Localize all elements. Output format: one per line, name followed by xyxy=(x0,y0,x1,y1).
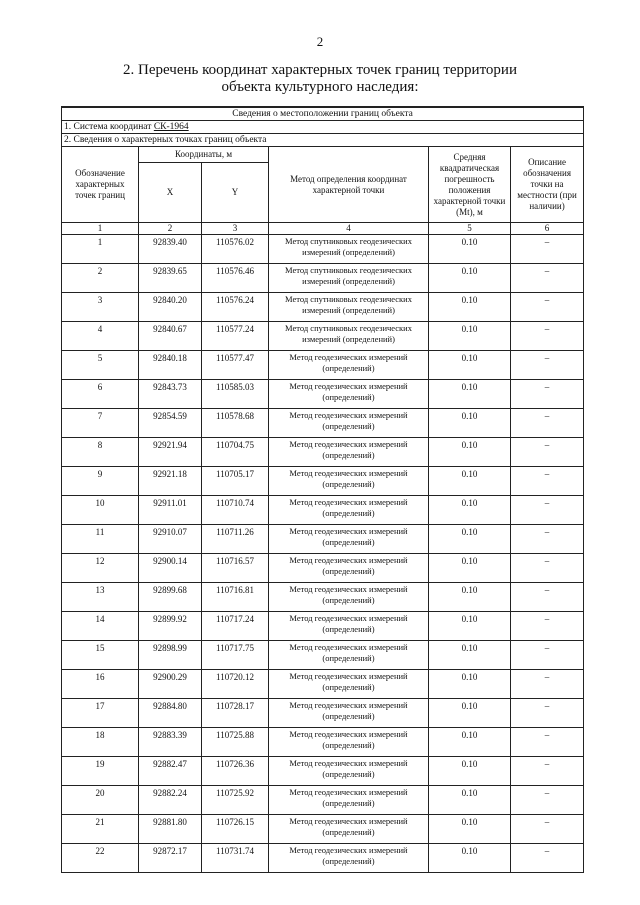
coord-y: 110705.17 xyxy=(202,467,269,496)
accuracy: 0.10 xyxy=(429,438,511,467)
table-row xyxy=(62,525,584,554)
table-row xyxy=(62,583,584,612)
method: Метод спутниковых геодезических измерений (определений) xyxy=(269,293,429,322)
coord-system-cell xyxy=(62,121,584,134)
coord-x: 92882.47 xyxy=(139,757,202,786)
coord-x: 92839.65 xyxy=(139,264,202,293)
point-number: 7 xyxy=(62,409,139,438)
description: – xyxy=(511,409,584,438)
point-number: 5 xyxy=(62,351,139,380)
description: – xyxy=(511,322,584,351)
method: Метод геодезических измерений (определений) xyxy=(269,670,429,699)
coord-x: 92910.07 xyxy=(139,525,202,554)
accuracy: 0.10 xyxy=(429,728,511,757)
method: Метод геодезических измерений (определений) xyxy=(269,699,429,728)
table-row xyxy=(62,641,584,670)
table-row xyxy=(62,438,584,467)
title-line-1: 2. Перечень координат характерных точек границ территории xyxy=(123,62,517,78)
point-number: 8 xyxy=(62,438,139,467)
table-row xyxy=(62,264,584,293)
table-row xyxy=(62,351,584,380)
description: – xyxy=(511,699,584,728)
coord-x: 92881.80 xyxy=(139,815,202,844)
coord-y: 110728.17 xyxy=(202,699,269,728)
coord-y: 110710.74 xyxy=(202,496,269,525)
point-number: 14 xyxy=(62,612,139,641)
page-number: 2 xyxy=(316,34,324,49)
header-description: Описание обозначения точки на местности (при наличии) xyxy=(511,147,584,223)
coord-x: 92921.94 xyxy=(139,438,202,467)
coord-x: 92840.67 xyxy=(139,322,202,351)
coord-x: 92839.40 xyxy=(139,235,202,264)
method: Метод геодезических измерений (определений) xyxy=(269,554,429,583)
coord-y: 110576.02 xyxy=(202,235,269,264)
col-number: 6 xyxy=(511,223,584,235)
header-accuracy: Средняя квадратическая погрешность положения характерной точки (Mt), м xyxy=(429,147,511,223)
coord-y: 110717.24 xyxy=(202,612,269,641)
table-row xyxy=(62,322,584,351)
description: – xyxy=(511,467,584,496)
coord-x: 92883.39 xyxy=(139,728,202,757)
accuracy: 0.10 xyxy=(429,264,511,293)
description: – xyxy=(511,583,584,612)
col-number: 1 xyxy=(62,223,139,235)
description: – xyxy=(511,844,584,873)
method: Метод геодезических измерений (определений) xyxy=(269,351,429,380)
method: Метод геодезических измерений (определений) xyxy=(269,583,429,612)
table-row xyxy=(62,699,584,728)
accuracy: 0.10 xyxy=(429,670,511,699)
method: Метод спутниковых геодезических измерений (определений) xyxy=(269,264,429,293)
header-point: Обозначение характерных точек границ xyxy=(62,147,139,223)
method: Метод геодезических измерений (определений) xyxy=(269,467,429,496)
coord-y: 110704.75 xyxy=(202,438,269,467)
table-row xyxy=(62,467,584,496)
title-line-2: объекта культурного наследия: xyxy=(221,79,419,95)
point-number: 18 xyxy=(62,728,139,757)
coord-y: 110716.57 xyxy=(202,554,269,583)
coord-x: 92899.68 xyxy=(139,583,202,612)
table-row xyxy=(62,235,584,264)
description: – xyxy=(511,554,584,583)
header-coords: Координаты, м xyxy=(139,147,269,163)
method: Метод геодезических измерений (определений) xyxy=(269,525,429,554)
table-row xyxy=(62,554,584,583)
table-row xyxy=(62,670,584,699)
accuracy: 0.10 xyxy=(429,641,511,670)
accuracy: 0.10 xyxy=(429,554,511,583)
method: Метод геодезических измерений (определений) xyxy=(269,641,429,670)
point-number: 13 xyxy=(62,583,139,612)
description: – xyxy=(511,438,584,467)
header-row-1 xyxy=(62,147,584,163)
accuracy: 0.10 xyxy=(429,351,511,380)
coord-x: 92882.24 xyxy=(139,786,202,815)
coord-y: 110577.24 xyxy=(202,322,269,351)
accuracy: 0.10 xyxy=(429,815,511,844)
accuracy: 0.10 xyxy=(429,844,511,873)
coord-system-row xyxy=(62,121,584,134)
description: – xyxy=(511,670,584,699)
method: Метод геодезических измерений (определений) xyxy=(269,496,429,525)
description: – xyxy=(511,612,584,641)
header-x: X xyxy=(139,163,202,223)
point-number: 12 xyxy=(62,554,139,583)
point-number: 16 xyxy=(62,670,139,699)
description: – xyxy=(511,815,584,844)
description: – xyxy=(511,757,584,786)
point-number: 2 xyxy=(62,264,139,293)
point-number: 3 xyxy=(62,293,139,322)
coord-x: 92900.29 xyxy=(139,670,202,699)
coord-x: 92840.20 xyxy=(139,293,202,322)
coord-y: 110726.36 xyxy=(202,757,269,786)
coord-y: 110585.03 xyxy=(202,380,269,409)
table-row xyxy=(62,496,584,525)
coord-y: 110576.24 xyxy=(202,293,269,322)
description: – xyxy=(511,786,584,815)
col-number: 3 xyxy=(202,223,269,235)
accuracy: 0.10 xyxy=(429,699,511,728)
table-row xyxy=(62,844,584,873)
coord-x: 92898.99 xyxy=(139,641,202,670)
page-title xyxy=(60,62,580,96)
description: – xyxy=(511,264,584,293)
point-number: 15 xyxy=(62,641,139,670)
point-number: 19 xyxy=(62,757,139,786)
description: – xyxy=(511,641,584,670)
header-y: Y xyxy=(202,163,269,223)
coord-system-value: СК-1964 xyxy=(153,121,189,132)
method: Метод геодезических измерений (определений) xyxy=(269,728,429,757)
description: – xyxy=(511,351,584,380)
section-title: Сведения о местоположении границ объекта xyxy=(62,107,584,121)
table-row xyxy=(62,757,584,786)
point-number: 9 xyxy=(62,467,139,496)
points-section-row xyxy=(62,134,584,147)
accuracy: 0.10 xyxy=(429,235,511,264)
point-number: 21 xyxy=(62,815,139,844)
table-row xyxy=(62,293,584,322)
point-number: 1 xyxy=(62,235,139,264)
method: Метод геодезических измерений (определений) xyxy=(269,757,429,786)
coord-y: 110725.92 xyxy=(202,786,269,815)
coord-x: 92840.18 xyxy=(139,351,202,380)
accuracy: 0.10 xyxy=(429,612,511,641)
point-number: 20 xyxy=(62,786,139,815)
coord-y: 110720.12 xyxy=(202,670,269,699)
coord-y: 110716.81 xyxy=(202,583,269,612)
point-number: 11 xyxy=(62,525,139,554)
coord-x: 92911.01 xyxy=(139,496,202,525)
coord-x: 92899.92 xyxy=(139,612,202,641)
accuracy: 0.10 xyxy=(429,786,511,815)
point-number: 17 xyxy=(62,699,139,728)
coord-y: 110576.46 xyxy=(202,264,269,293)
table-row xyxy=(62,612,584,641)
accuracy: 0.10 xyxy=(429,409,511,438)
accuracy: 0.10 xyxy=(429,496,511,525)
method: Метод геодезических измерений (определений) xyxy=(269,409,429,438)
col-number: 5 xyxy=(429,223,511,235)
accuracy: 0.10 xyxy=(429,380,511,409)
section-title-row xyxy=(62,107,584,121)
method: Метод спутниковых геодезических измерений (определений) xyxy=(269,235,429,264)
table-row xyxy=(62,815,584,844)
coord-x: 92854.59 xyxy=(139,409,202,438)
point-number: 6 xyxy=(62,380,139,409)
table-row xyxy=(62,786,584,815)
coord-x: 92843.73 xyxy=(139,380,202,409)
coord-y: 110731.74 xyxy=(202,844,269,873)
description: – xyxy=(511,293,584,322)
accuracy: 0.10 xyxy=(429,757,511,786)
coord-y: 110711.26 xyxy=(202,525,269,554)
coord-system-label: 1. Система координат xyxy=(64,121,152,132)
accuracy: 0.10 xyxy=(429,525,511,554)
method: Метод геодезических измерений (определений) xyxy=(269,815,429,844)
coord-y: 110725.88 xyxy=(202,728,269,757)
coord-x: 92884.80 xyxy=(139,699,202,728)
coord-x: 92900.14 xyxy=(139,554,202,583)
coord-x: 92921.18 xyxy=(139,467,202,496)
coord-y: 110577.47 xyxy=(202,351,269,380)
accuracy: 0.10 xyxy=(429,583,511,612)
description: – xyxy=(511,728,584,757)
points-section-title: 2. Сведения о характерных точках границ объекта xyxy=(62,134,584,147)
col-number: 4 xyxy=(269,223,429,235)
method: Метод геодезических измерений (определений) xyxy=(269,380,429,409)
table-row xyxy=(62,409,584,438)
point-number: 4 xyxy=(62,322,139,351)
method: Метод геодезических измерений (определений) xyxy=(269,438,429,467)
description: – xyxy=(511,380,584,409)
accuracy: 0.10 xyxy=(429,322,511,351)
table-row xyxy=(62,380,584,409)
method: Метод геодезических измерений (определений) xyxy=(269,612,429,641)
method: Метод спутниковых геодезических измерений (определений) xyxy=(269,322,429,351)
header-method: Метод определения координат характерной точки xyxy=(269,147,429,223)
coord-x: 92872.17 xyxy=(139,844,202,873)
description: – xyxy=(511,496,584,525)
method: Метод геодезических измерений (определений) xyxy=(269,786,429,815)
coord-y: 110578.68 xyxy=(202,409,269,438)
table-row xyxy=(62,728,584,757)
accuracy: 0.10 xyxy=(429,467,511,496)
coord-y: 110726.15 xyxy=(202,815,269,844)
accuracy: 0.10 xyxy=(429,293,511,322)
point-number: 22 xyxy=(62,844,139,873)
point-number: 10 xyxy=(62,496,139,525)
coordinates-table xyxy=(61,106,584,873)
description: – xyxy=(511,525,584,554)
col-number: 2 xyxy=(139,223,202,235)
column-numbers-row xyxy=(62,223,584,235)
description: – xyxy=(511,235,584,264)
coord-y: 110717.75 xyxy=(202,641,269,670)
method: Метод геодезических измерений (определений) xyxy=(269,844,429,873)
